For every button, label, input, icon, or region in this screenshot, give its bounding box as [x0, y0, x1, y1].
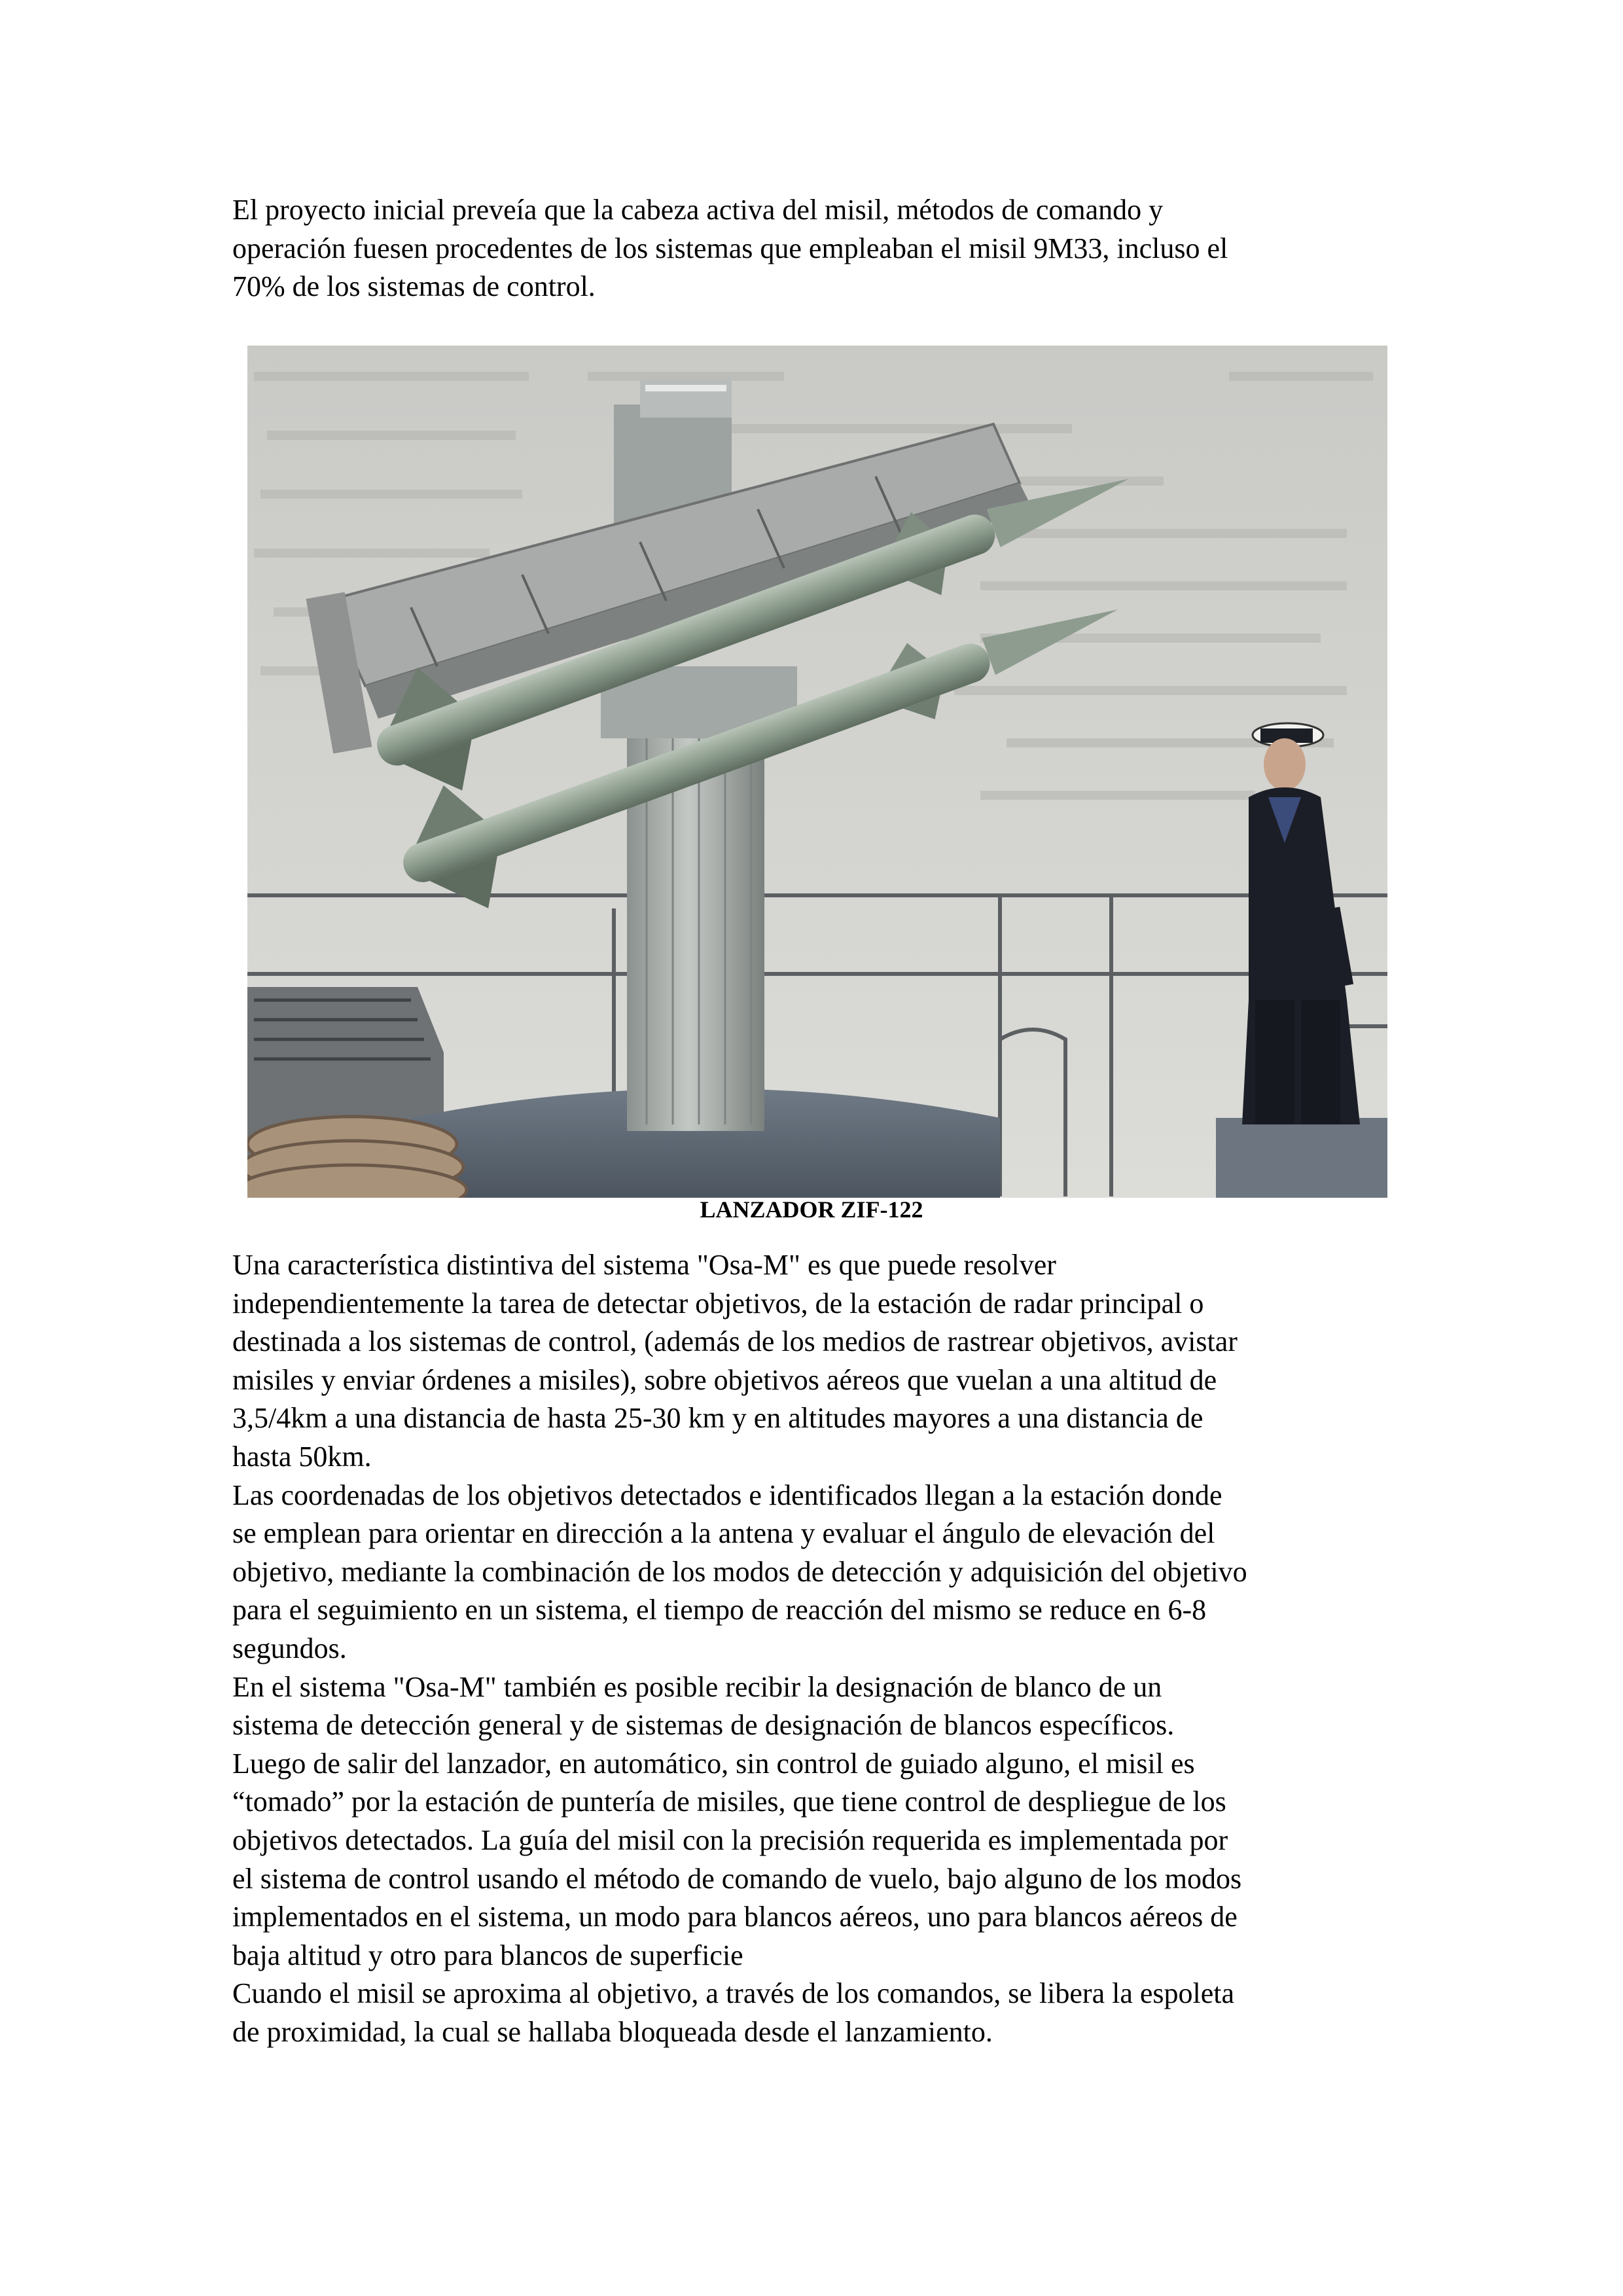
text-line: segundos.: [232, 1632, 347, 1664]
text-line: hasta 50km.: [232, 1440, 372, 1473]
text-line: destinada a los sistemas de control, (además de los medios de rastrear objetivos, avistar: [232, 1325, 1238, 1358]
text-line: Luego de salir del lanzador, en automático, sin control de guiado alguno, el misil es: [232, 1747, 1195, 1780]
text-line: 3,5/4km a una distancia de hasta 25-30 km y en altitudes mayores a una distancia de: [232, 1402, 1204, 1435]
text-line: objetivos detectados. La guía del misil con la precisión requerida es implementada por: [232, 1823, 1228, 1856]
text-line: para el seguimiento en un sistema, el tiempo de reacción del mismo se reduce en 6-8: [232, 1594, 1207, 1626]
text-line: independientemente la tarea de detectar objetivos, de la estación de radar principal o: [232, 1287, 1204, 1319]
text-line: misiles y enviar órdenes a misiles), sobre objetivos aéreos que vuelan a una altitud de: [232, 1363, 1217, 1396]
text-line: el sistema de control usando el método de comando de vuelo, bajo alguno de los modos: [232, 1862, 1242, 1895]
text-line: sistema de detección general y de sistemas de designación de blancos específicos.: [232, 1709, 1175, 1742]
text-line: El proyecto inicial preveía que la cabeza activa del misil, métodos de comando y: [232, 194, 1164, 226]
text-line: Una característica distintiva del sistema "Osa-M" es que puede resolver: [232, 1249, 1056, 1281]
text-line: Cuando el misil se aproxima al objetivo, a través de los comandos, se libera la espoleta: [232, 1977, 1235, 2010]
text-line: objetivo, mediante la combinación de los modos de detección y adquisición del objetivo: [232, 1555, 1247, 1588]
text-line: 70% de los sistemas de control.: [232, 270, 596, 303]
intro-paragraph: [232, 191, 1410, 306]
body-paragraph: [232, 1246, 1410, 2051]
figure-caption: LANZADOR ZIF-122: [700, 1196, 923, 1223]
text-line: “tomado” por la estación de puntería de misiles, que tiene control de despliegue de los: [232, 1785, 1226, 1818]
text-line: se emplean para orientar en dirección a la antena y evaluar el ángulo de elevación del: [232, 1517, 1215, 1550]
text-line: En el sistema "Osa-M" también es posible recibir la designación de blanco de un: [232, 1670, 1162, 1703]
launcher-photo: [247, 346, 1387, 1198]
text-line: implementados en el sistema, un modo para blancos aéreos, uno para blancos aéreos de: [232, 1901, 1238, 1933]
text-line: baja altitud y otro para blancos de superficie: [232, 1939, 743, 1971]
text-line: Las coordenadas de los objetivos detectados e identificados llegan a la estación donde: [232, 1479, 1222, 1511]
text-line: de proximidad, la cual se hallaba bloqueada desde el lanzamiento.: [232, 2015, 993, 2048]
text-line: operación fuesen procedentes de los sistemas que empleaban el misil 9M33, incluso el: [232, 232, 1228, 264]
